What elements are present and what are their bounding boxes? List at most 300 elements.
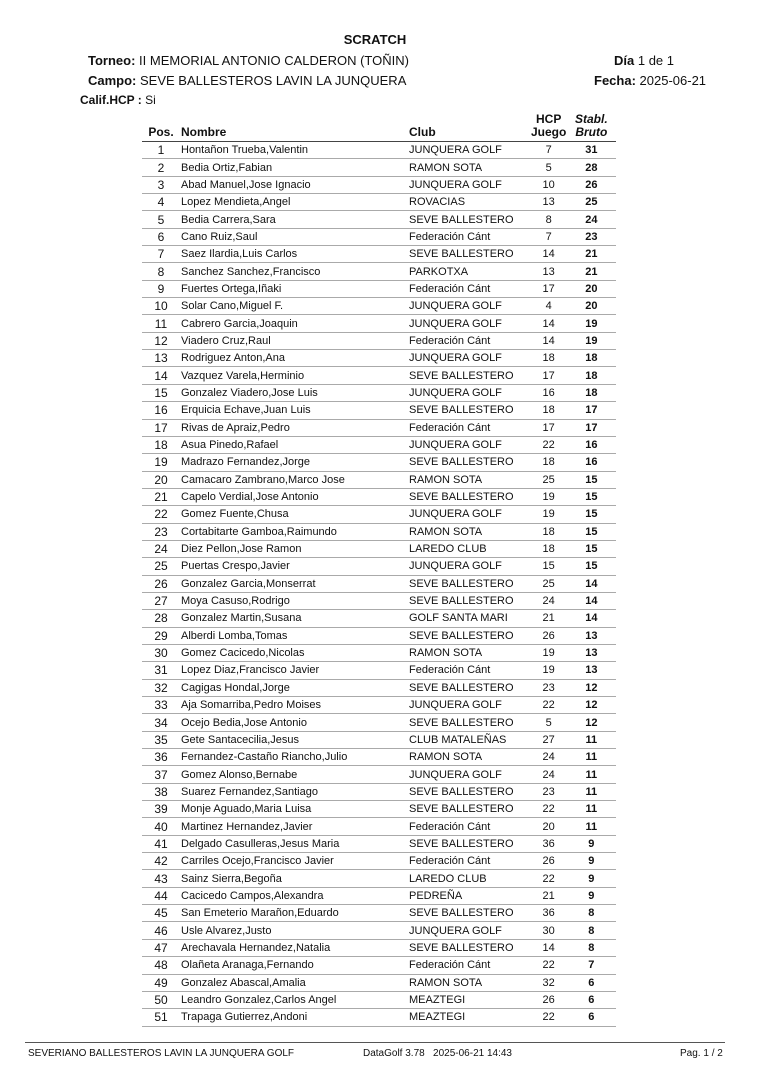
position-cell: 20 (142, 471, 180, 488)
club-cell: JUNQUERA GOLF (409, 298, 531, 315)
club-cell: RAMON SOTA (409, 644, 531, 661)
hcp-cell: 22 (531, 801, 566, 818)
position-cell: 18 (142, 436, 180, 453)
stableford-cell: 17 (566, 419, 616, 436)
table-row (142, 610, 616, 627)
hcp-cell: 18 (531, 350, 566, 367)
position-cell: 48 (142, 957, 180, 974)
position-cell: 21 (142, 488, 180, 505)
player-name-cell: Capelo Verdial,Jose Antonio (180, 488, 409, 505)
hcp-cell: 26 (531, 853, 566, 870)
hcp-cell: 24 (531, 592, 566, 609)
table-row (142, 211, 616, 228)
hcp-cell: 22 (531, 1009, 566, 1026)
club-cell: Federación Cánt (409, 280, 531, 297)
player-name-cell: Ocejo Bedia,Jose Antonio (180, 714, 409, 731)
club-cell: SEVE BALLESTERO (409, 835, 531, 852)
stableford-cell: 11 (566, 731, 616, 748)
stableford-cell: 16 (566, 436, 616, 453)
position-cell: 4 (142, 194, 180, 211)
position-cell: 13 (142, 350, 180, 367)
position-cell: 14 (142, 367, 180, 384)
table-row (142, 818, 616, 835)
player-name-cell: Martinez Hernandez,Javier (180, 818, 409, 835)
table-row (142, 506, 616, 523)
stableford-cell: 8 (566, 905, 616, 922)
table-row (142, 488, 616, 505)
player-name-cell: Gonzalez Garcia,Monserrat (180, 575, 409, 592)
hcp-cell: 24 (531, 749, 566, 766)
stableford-cell: 20 (566, 280, 616, 297)
day-value: 1 de 1 (637, 53, 675, 68)
table-row (142, 1009, 616, 1026)
stableford-cell: 13 (566, 627, 616, 644)
footer-club-name: SEVERIANO BALLESTEROS LAVIN LA JUNQUERA GOLF (28, 1048, 295, 1059)
stableford-cell: 15 (566, 506, 616, 523)
club-cell: Federación Cánt (409, 332, 531, 349)
club-cell: MEAZTEGI (409, 991, 531, 1008)
club-cell: SEVE BALLESTERO (409, 211, 531, 228)
club-cell: Federación Cánt (409, 818, 531, 835)
table-row (142, 228, 616, 245)
stableford-cell: 8 (566, 939, 616, 956)
hcp-cell: 32 (531, 974, 566, 991)
stableford-cell: 19 (566, 332, 616, 349)
tournament-line (88, 53, 409, 68)
club-cell: SEVE BALLESTERO (409, 367, 531, 384)
player-name-cell: Gomez Alonso,Bernabe (180, 766, 409, 783)
player-name-cell: Vazquez Varela,Herminio (180, 367, 409, 384)
player-name-cell: San Emeterio Marañon,Eduardo (180, 905, 409, 922)
table-row (142, 749, 616, 766)
position-cell: 35 (142, 731, 180, 748)
player-name-cell: Lopez Mendieta,Angel (180, 194, 409, 211)
position-cell: 2 (142, 159, 180, 176)
hcp-cell: 19 (531, 488, 566, 505)
table-row (142, 246, 616, 263)
club-cell: JUNQUERA GOLF (409, 384, 531, 401)
table-row (142, 644, 616, 661)
table-row (142, 384, 616, 401)
hcp-cell: 25 (531, 471, 566, 488)
club-cell: LAREDO CLUB (409, 870, 531, 887)
player-name-cell: Camacaro Zambrano,Marco Jose (180, 471, 409, 488)
column-header-nombre: Nombre (180, 113, 409, 142)
player-name-cell: Suarez Fernandez,Santiago (180, 783, 409, 800)
club-cell: PEDREÑA (409, 887, 531, 904)
player-name-cell: Carriles Ocejo,Francisco Javier (180, 853, 409, 870)
table-row (142, 142, 616, 159)
course-line (88, 73, 406, 88)
stableford-cell: 12 (566, 714, 616, 731)
table-row (142, 870, 616, 887)
position-cell: 39 (142, 801, 180, 818)
position-cell: 43 (142, 870, 180, 887)
position-cell: 7 (142, 246, 180, 263)
hcp-cell: 24 (531, 766, 566, 783)
stableford-cell: 12 (566, 679, 616, 696)
stableford-cell: 21 (566, 263, 616, 280)
hcp-cell: 14 (531, 315, 566, 332)
date-line (594, 73, 706, 88)
club-cell: PARKOTXA (409, 263, 531, 280)
club-cell: SEVE BALLESTERO (409, 939, 531, 956)
position-cell: 9 (142, 280, 180, 297)
position-cell: 10 (142, 298, 180, 315)
stableford-cell: 11 (566, 783, 616, 800)
player-name-cell: Gomez Cacicedo,Nicolas (180, 644, 409, 661)
position-cell: 15 (142, 384, 180, 401)
hcp-cell: 16 (531, 384, 566, 401)
club-cell: SEVE BALLESTERO (409, 592, 531, 609)
position-cell: 29 (142, 627, 180, 644)
club-cell: SEVE BALLESTERO (409, 488, 531, 505)
table-row (142, 662, 616, 679)
table-row (142, 627, 616, 644)
table-row (142, 159, 616, 176)
club-cell: Federación Cánt (409, 853, 531, 870)
club-cell: JUNQUERA GOLF (409, 766, 531, 783)
hcp-cell: 22 (531, 957, 566, 974)
stableford-cell: 25 (566, 194, 616, 211)
club-cell: SEVE BALLESTERO (409, 454, 531, 471)
column-header-stb-line1: Stabl. (575, 112, 608, 126)
position-cell: 22 (142, 506, 180, 523)
stableford-cell: 11 (566, 801, 616, 818)
stableford-cell: 20 (566, 298, 616, 315)
player-name-cell: Aja Somarriba,Pedro Moises (180, 697, 409, 714)
club-cell: RAMON SOTA (409, 974, 531, 991)
position-cell: 5 (142, 211, 180, 228)
club-cell: SEVE BALLESTERO (409, 783, 531, 800)
table-row (142, 558, 616, 575)
position-cell: 37 (142, 766, 180, 783)
position-cell: 25 (142, 558, 180, 575)
club-cell: MEAZTEGI (409, 1009, 531, 1026)
position-cell: 49 (142, 974, 180, 991)
player-name-cell: Hontañon Trueba,Valentin (180, 142, 409, 159)
position-cell: 19 (142, 454, 180, 471)
club-cell: JUNQUERA GOLF (409, 558, 531, 575)
club-cell: SEVE BALLESTERO (409, 627, 531, 644)
table-row (142, 280, 616, 297)
calif-hcp-value: Si (145, 93, 156, 107)
hcp-cell: 36 (531, 905, 566, 922)
stableford-cell: 11 (566, 749, 616, 766)
stableford-cell: 6 (566, 991, 616, 1008)
player-name-cell: Gete Santacecilia,Jesus (180, 731, 409, 748)
stableford-cell: 17 (566, 402, 616, 419)
position-cell: 42 (142, 853, 180, 870)
player-name-cell: Lopez Diaz,Francisco Javier (180, 662, 409, 679)
table-row (142, 697, 616, 714)
hcp-cell: 18 (531, 454, 566, 471)
stableford-cell: 9 (566, 835, 616, 852)
club-cell: SEVE BALLESTERO (409, 679, 531, 696)
hcp-cell: 4 (531, 298, 566, 315)
club-cell: JUNQUERA GOLF (409, 506, 531, 523)
table-row (142, 957, 616, 974)
player-name-cell: Rodriguez Anton,Ana (180, 350, 409, 367)
player-name-cell: Moya Casuso,Rodrigo (180, 592, 409, 609)
hcp-cell: 15 (531, 558, 566, 575)
club-cell: RAMON SOTA (409, 159, 531, 176)
club-cell: SEVE BALLESTERO (409, 402, 531, 419)
player-name-cell: Madrazo Fernandez,Jorge (180, 454, 409, 471)
footer-page-number: Pag. 1 / 2 (680, 1048, 723, 1059)
stableford-cell: 8 (566, 922, 616, 939)
player-name-cell: Alberdi Lomba,Tomas (180, 627, 409, 644)
stableford-cell: 11 (566, 818, 616, 835)
stableford-cell: 15 (566, 540, 616, 557)
table-row (142, 315, 616, 332)
stableford-cell: 21 (566, 246, 616, 263)
position-cell: 46 (142, 922, 180, 939)
hcp-cell: 19 (531, 644, 566, 661)
stableford-cell: 18 (566, 367, 616, 384)
stableford-cell: 15 (566, 558, 616, 575)
table-row (142, 194, 616, 211)
table-row (142, 679, 616, 696)
player-name-cell: Sanchez Sanchez,Francisco (180, 263, 409, 280)
player-name-cell: Fernandez-Castaño Riancho,Julio (180, 749, 409, 766)
hcp-cell: 17 (531, 280, 566, 297)
club-cell: CLUB MATALEÑAS (409, 731, 531, 748)
table-row (142, 523, 616, 540)
position-cell: 47 (142, 939, 180, 956)
player-name-cell: Gomez Fuente,Chusa (180, 506, 409, 523)
table-row (142, 263, 616, 280)
table-row (142, 939, 616, 956)
club-cell: RAMON SOTA (409, 471, 531, 488)
table-row (142, 835, 616, 852)
position-cell: 28 (142, 610, 180, 627)
calif-hcp-label: Calif.HCP : (80, 93, 142, 107)
table-row (142, 540, 616, 557)
table-row (142, 766, 616, 783)
table-header-row (142, 113, 616, 142)
player-name-cell: Abad Manuel,Jose Ignacio (180, 176, 409, 193)
position-cell: 23 (142, 523, 180, 540)
hcp-cell: 26 (531, 627, 566, 644)
table-row (142, 905, 616, 922)
player-name-cell: Leandro Gonzalez,Carlos Angel (180, 991, 409, 1008)
stableford-cell: 13 (566, 662, 616, 679)
club-cell: JUNQUERA GOLF (409, 315, 531, 332)
hcp-cell: 18 (531, 523, 566, 540)
table-row (142, 176, 616, 193)
hcp-cell: 8 (531, 211, 566, 228)
player-name-cell: Cabrero Garcia,Joaquin (180, 315, 409, 332)
player-name-cell: Usle Alvarez,Justo (180, 922, 409, 939)
table-row (142, 887, 616, 904)
position-cell: 6 (142, 228, 180, 245)
course-label: Campo: (88, 73, 137, 88)
hcp-cell: 21 (531, 887, 566, 904)
position-cell: 17 (142, 419, 180, 436)
stableford-cell: 12 (566, 697, 616, 714)
player-name-cell: Gonzalez Viadero,Jose Luis (180, 384, 409, 401)
date-label: Fecha: (594, 73, 636, 88)
hcp-cell: 17 (531, 367, 566, 384)
table-row (142, 922, 616, 939)
hcp-cell: 10 (531, 176, 566, 193)
stableford-cell: 13 (566, 644, 616, 661)
hcp-cell: 14 (531, 939, 566, 956)
hcp-cell: 22 (531, 870, 566, 887)
player-name-cell: Olañeta Aranaga,Fernando (180, 957, 409, 974)
stableford-cell: 15 (566, 471, 616, 488)
club-cell: GOLF SANTA MARI (409, 610, 531, 627)
club-cell: JUNQUERA GOLF (409, 922, 531, 939)
player-name-cell: Puertas Crespo,Javier (180, 558, 409, 575)
table-row (142, 471, 616, 488)
position-cell: 51 (142, 1009, 180, 1026)
stableford-cell: 14 (566, 610, 616, 627)
position-cell: 8 (142, 263, 180, 280)
position-cell: 44 (142, 887, 180, 904)
hcp-cell: 27 (531, 731, 566, 748)
stableford-cell: 18 (566, 384, 616, 401)
player-name-cell: Viadero Cruz,Raul (180, 332, 409, 349)
column-header-hcp (531, 113, 566, 142)
stableford-cell: 26 (566, 176, 616, 193)
player-name-cell: Cano Ruiz,Saul (180, 228, 409, 245)
stableford-cell: 9 (566, 887, 616, 904)
position-cell: 30 (142, 644, 180, 661)
club-cell: JUNQUERA GOLF (409, 176, 531, 193)
course-name: SEVE BALLESTEROS LAVIN LA JUNQUERA (140, 73, 407, 88)
table-row (142, 783, 616, 800)
player-name-cell: Bedia Carrera,Sara (180, 211, 409, 228)
table-row (142, 454, 616, 471)
club-cell: JUNQUERA GOLF (409, 350, 531, 367)
hcp-cell: 23 (531, 783, 566, 800)
stableford-cell: 6 (566, 1009, 616, 1026)
stableford-cell: 9 (566, 870, 616, 887)
player-name-cell: Fuertes Ortega,Iñaki (180, 280, 409, 297)
player-name-cell: Arechavala Hernandez,Natalia (180, 939, 409, 956)
day-label: Día (614, 53, 635, 68)
table-row (142, 801, 616, 818)
position-cell: 27 (142, 592, 180, 609)
club-cell: LAREDO CLUB (409, 540, 531, 557)
player-name-cell: Trapaga Gutierrez,Andoni (180, 1009, 409, 1026)
player-name-cell: Sainz Sierra,Begoña (180, 870, 409, 887)
table-row (142, 991, 616, 1008)
hcp-cell: 14 (531, 332, 566, 349)
player-name-cell: Solar Cano,Miguel F. (180, 298, 409, 315)
position-cell: 31 (142, 662, 180, 679)
stableford-cell: 15 (566, 488, 616, 505)
position-cell: 36 (142, 749, 180, 766)
stableford-cell: 15 (566, 523, 616, 540)
player-name-cell: Bedia Ortiz,Fabian (180, 159, 409, 176)
hcp-cell: 36 (531, 835, 566, 852)
club-cell: JUNQUERA GOLF (409, 142, 531, 159)
table-row (142, 853, 616, 870)
stableford-cell: 14 (566, 575, 616, 592)
column-header-stb-line2: Bruto (575, 125, 608, 139)
stableford-cell: 16 (566, 454, 616, 471)
stableford-cell: 9 (566, 853, 616, 870)
player-name-cell: Cacicedo Campos,Alexandra (180, 887, 409, 904)
club-cell: JUNQUERA GOLF (409, 697, 531, 714)
column-header-stableford (566, 113, 616, 142)
hcp-cell: 19 (531, 506, 566, 523)
stableford-cell: 28 (566, 159, 616, 176)
position-cell: 32 (142, 679, 180, 696)
position-cell: 24 (142, 540, 180, 557)
column-header-pos: Pos. (142, 113, 180, 142)
stableford-cell: 19 (566, 315, 616, 332)
position-cell: 41 (142, 835, 180, 852)
club-cell: RAMON SOTA (409, 749, 531, 766)
footer-divider (25, 1042, 725, 1043)
column-header-hcp-line2: Juego (531, 125, 567, 139)
club-cell: SEVE BALLESTERO (409, 905, 531, 922)
club-cell: Federación Cánt (409, 228, 531, 245)
club-cell: SEVE BALLESTERO (409, 246, 531, 263)
hcp-cell: 18 (531, 540, 566, 557)
player-name-cell: Erquicia Echave,Juan Luis (180, 402, 409, 419)
club-cell: SEVE BALLESTERO (409, 801, 531, 818)
page-title: SCRATCH (343, 32, 407, 47)
hcp-cell: 13 (531, 194, 566, 211)
hcp-cell: 13 (531, 263, 566, 280)
position-cell: 40 (142, 818, 180, 835)
table-row (142, 367, 616, 384)
position-cell: 3 (142, 176, 180, 193)
hcp-cell: 5 (531, 159, 566, 176)
hcp-cell: 7 (531, 142, 566, 159)
stableford-cell: 31 (566, 142, 616, 159)
player-name-cell: Saez Ilardia,Luis Carlos (180, 246, 409, 263)
table-row (142, 332, 616, 349)
player-name-cell: Cagigas Hondal,Jorge (180, 679, 409, 696)
table-row (142, 592, 616, 609)
position-cell: 33 (142, 697, 180, 714)
club-cell: ROVACIAS (409, 194, 531, 211)
club-cell: SEVE BALLESTERO (409, 714, 531, 731)
column-header-hcp-line1: HCP (536, 112, 562, 126)
day-line (614, 53, 674, 68)
hcp-cell: 22 (531, 697, 566, 714)
stableford-cell: 18 (566, 350, 616, 367)
date-value: 2025-06-21 (639, 73, 707, 88)
club-cell: SEVE BALLESTERO (409, 575, 531, 592)
hcp-cell: 14 (531, 246, 566, 263)
hcp-cell: 20 (531, 818, 566, 835)
player-name-cell: Diez Pellon,Jose Ramon (180, 540, 409, 557)
table-row (142, 419, 616, 436)
player-name-cell: Asua Pinedo,Rafael (180, 436, 409, 453)
table-row (142, 350, 616, 367)
club-cell: Federación Cánt (409, 662, 531, 679)
hcp-cell: 19 (531, 662, 566, 679)
table-row (142, 436, 616, 453)
tournament-label: Torneo: (88, 53, 136, 68)
hcp-cell: 22 (531, 436, 566, 453)
player-name-cell: Delgado Casulleras,Jesus Maria (180, 835, 409, 852)
player-name-cell: Monje Aguado,Maria Luisa (180, 801, 409, 818)
hcp-cell: 26 (531, 991, 566, 1008)
club-cell: Federación Cánt (409, 419, 531, 436)
stableford-cell: 14 (566, 592, 616, 609)
table-row (142, 575, 616, 592)
position-cell: 38 (142, 783, 180, 800)
hcp-cell: 23 (531, 679, 566, 696)
